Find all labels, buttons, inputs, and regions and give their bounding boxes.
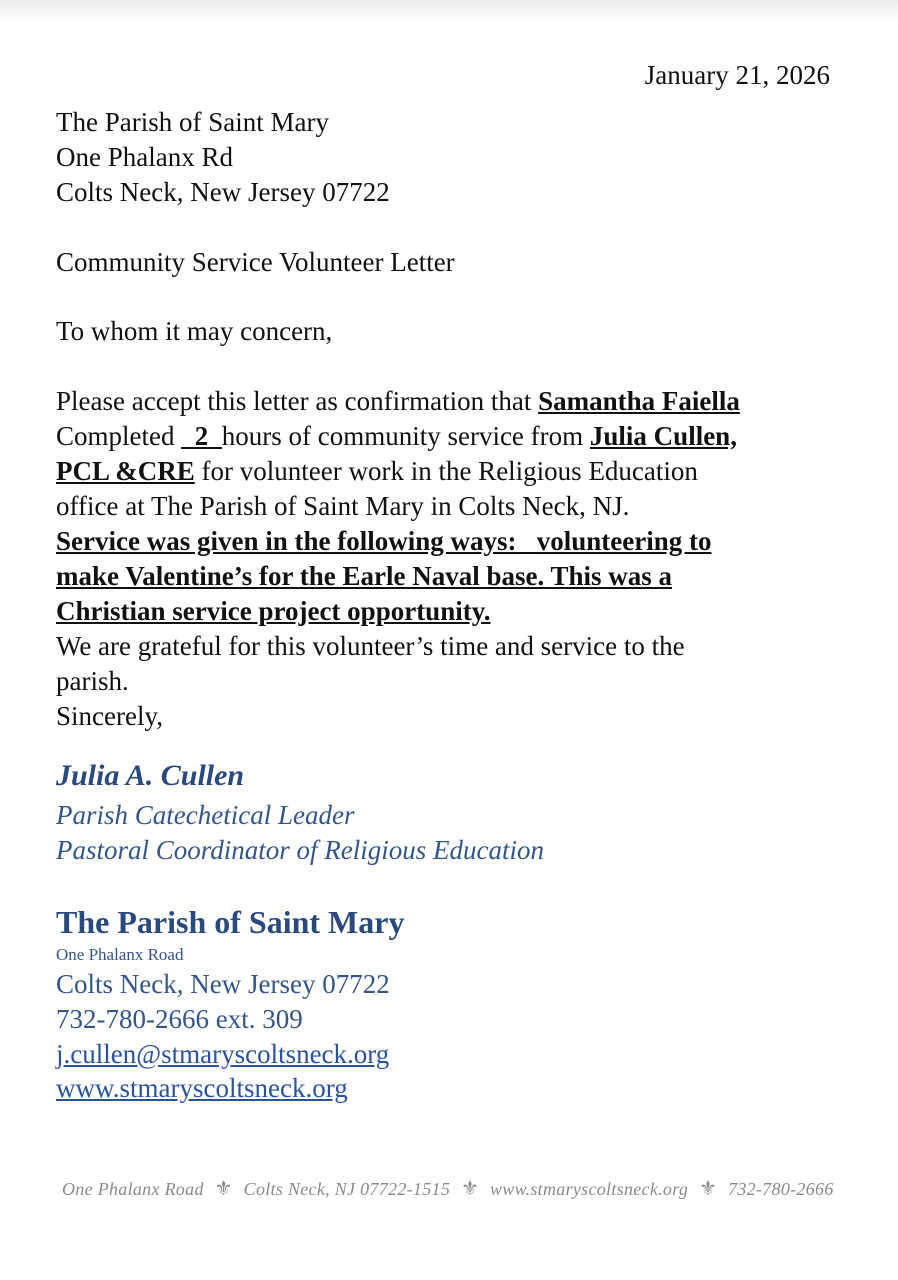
signature-title-2: Pastoral Coordinator of Religious Education [56,835,545,865]
hours-value: _2_ [181,421,222,451]
letter-subject: Community Service Volunteer Letter [56,247,455,277]
service-line-1: Service was given in the following ways: _volunteering to [56,526,712,556]
service-line-2: make Valentine’s for the Earle Naval base. This was a [56,561,673,591]
parish-street: One Phalanx Road [56,945,184,964]
address-line-2: One Phalanx Rd [56,142,233,172]
body-line-4: office at The Parish of Saint Mary in Colts Neck, NJ. [56,491,630,521]
parish-name: The Parish of Saint Mary [56,904,405,940]
website-link[interactable]: www.stmaryscoltsneck.org [56,1073,348,1103]
address-line-1: The Parish of Saint Mary [56,107,329,137]
recipient-address [56,105,836,210]
supervisor-credentials: PCL &CRE [56,456,195,486]
parish-phone: 732-780-2666 ext. 309 [56,1004,303,1034]
fleur-de-lis-icon: ⚜ [214,1178,233,1200]
volunteer-name: Samantha Faiella [538,386,740,416]
footer-phone: 732-780-2666 [728,1179,834,1199]
signature-title-1: Parish Catechetical Leader [56,800,355,830]
footer-city: Colts Neck, NJ 07722-1515 [243,1179,451,1199]
letter-date: January 21, 2026 [644,60,830,90]
grateful-line-1: We are grateful for this volunteer’s time and service to the [56,631,685,661]
body-text: hours of community service from [221,421,590,451]
grateful-line-2: parish. [56,666,129,696]
footer-street: One Phalanx Road [62,1179,204,1199]
parish-city: Colts Neck, New Jersey 07722 [56,969,390,999]
fleur-de-lis-icon: ⚜ [698,1178,718,1200]
top-shadow [0,0,898,22]
body-line-2 [56,419,836,454]
closing: Sincerely, [56,701,163,731]
email-link[interactable]: j.cullen@stmaryscoltsneck.org [56,1039,390,1069]
letterhead-footer [62,1176,852,1201]
body-text: Please accept this letter as confirmation that [56,386,539,416]
salutation: To whom it may concern, [56,316,333,346]
service-line-3: Christian service project opportunity. [56,596,491,626]
fleur-de-lis-icon: ⚜ [460,1178,480,1200]
body-text: Completed [56,421,182,451]
body-text: for volunteer work in the Religious Education [194,456,698,486]
body-line-3 [56,454,836,489]
signature-name: Julia A. Cullen [56,759,245,792]
supervisor-name: Julia Cullen, [589,421,737,451]
address-line-3: Colts Neck, New Jersey 07722 [56,177,390,207]
body-line-1 [56,384,836,419]
letter-body [56,384,836,734]
footer-website: www.stmaryscoltsneck.org [489,1179,689,1199]
